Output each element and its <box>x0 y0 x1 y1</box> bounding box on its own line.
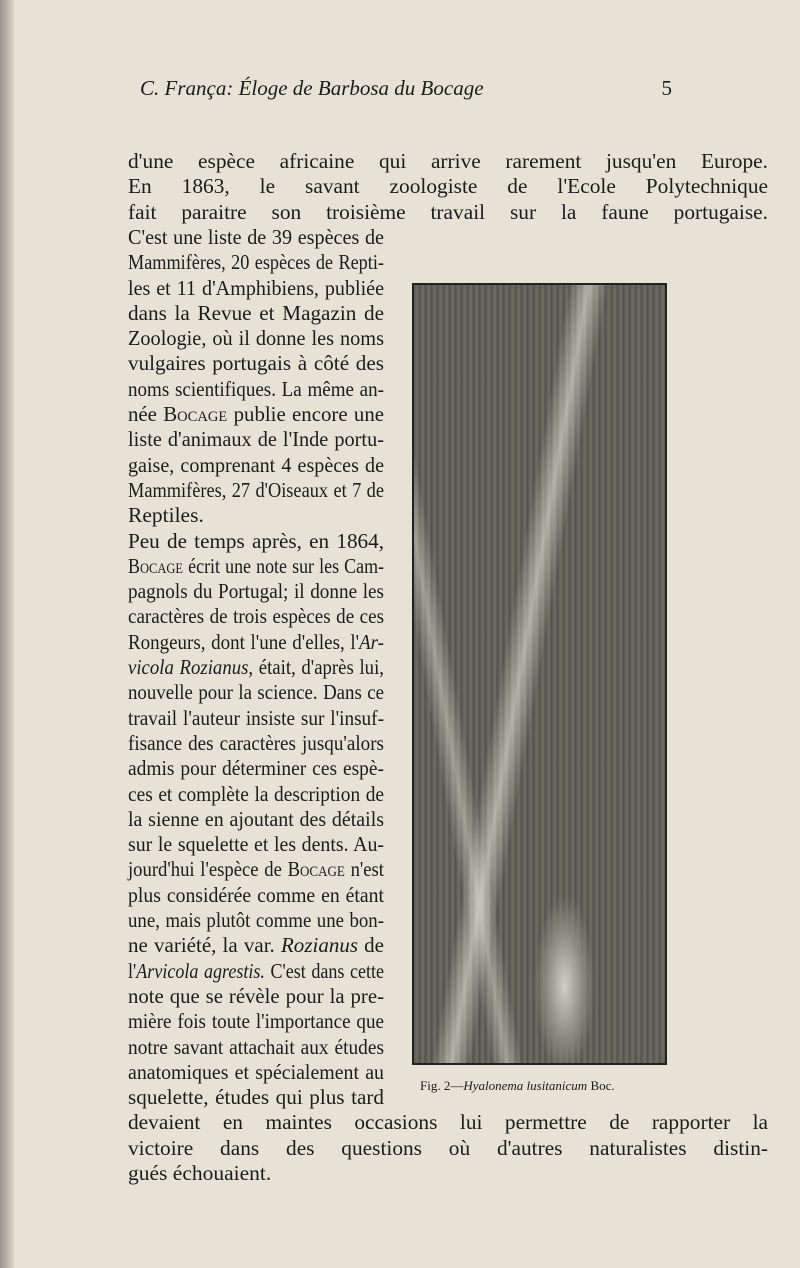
text-segment: n'est <box>344 857 384 882</box>
text-segment: anatomiques et spécialement au <box>128 1059 384 1084</box>
text-line <box>128 755 384 781</box>
text-segment: de <box>358 933 385 958</box>
text-line <box>128 983 384 1009</box>
text-line <box>128 1008 384 1034</box>
text-segment: d'une espèce africaine qui arrive rarement jusqu'en Europe. <box>128 149 768 173</box>
text-line <box>128 781 384 807</box>
text-segment: caractères de trois espèces de ces <box>128 604 384 629</box>
text-line <box>128 1160 768 1186</box>
caption-prefix: Fig. 2— <box>420 1078 464 1093</box>
text-segment: C'est dans cette <box>264 958 384 983</box>
figure-hyalonema-photo <box>412 283 667 1065</box>
text-line <box>128 1084 384 1110</box>
text-segment: devaient en maintes occasions lui permettre de rapporter la <box>128 1110 768 1135</box>
text-segment: Peu de temps après, en 1864, <box>128 528 384 553</box>
text-segment: note que se révèle pour la pre- <box>128 983 384 1008</box>
text-segment: Mammifères, 27 d'Oiseaux et 7 de <box>128 477 384 502</box>
running-title: C. França: Éloge de Barbosa du Bocage <box>140 76 484 100</box>
text-segment: sur le squelette et les dents. Au- <box>128 832 384 857</box>
text-segment: ne variété, la var. <box>128 933 281 958</box>
text-line <box>128 654 384 680</box>
caption-species: Hyalonema lusitanicum <box>463 1078 588 1093</box>
text-segment: fisance des caractères jusqu'alors <box>128 730 384 755</box>
text-segment: Bocage <box>128 553 184 578</box>
figure-caption <box>420 1078 615 1094</box>
text-segment: née <box>128 402 164 426</box>
text-segment: nouvelle pour la science. Dans ce <box>128 680 384 705</box>
text-line <box>128 224 384 250</box>
page-number: 5 <box>661 76 672 100</box>
text-line <box>128 275 384 301</box>
text-line <box>128 1109 768 1135</box>
running-header <box>140 76 672 101</box>
text-line <box>128 528 384 554</box>
caption-suffix: Boc. <box>587 1078 615 1093</box>
text-segment: notre savant attachait aux études <box>128 1034 384 1059</box>
text-line <box>128 958 384 984</box>
text-line <box>128 452 384 478</box>
text-line <box>128 300 384 326</box>
text-segment: Bocage <box>163 402 228 426</box>
text-segment: Mammifères, 20 espèces de Repti- <box>128 250 384 275</box>
text-segment: Bocage <box>287 857 345 882</box>
text-line <box>128 705 384 731</box>
text-line <box>128 553 384 579</box>
text-segment: vulgaires portugais à côté des <box>128 351 384 376</box>
text-segment: Arvicola agrestis. <box>136 958 265 983</box>
text-segment: une, mais plutôt comme une bon- <box>128 908 384 932</box>
text-line <box>128 502 384 528</box>
text-line <box>128 831 384 857</box>
text-segment: jourd'hui l'espèce de <box>128 857 288 882</box>
text-segment: la sienne en ajoutant des détails <box>128 806 384 831</box>
text-segment: ces et complète la description de <box>128 781 384 806</box>
text-segment: pagnols du Portugal; il donne les <box>128 579 384 604</box>
text-line <box>128 730 384 756</box>
text-segment: l' <box>128 958 137 983</box>
text-line <box>128 173 768 199</box>
text-segment: publie encore une <box>227 402 384 426</box>
text-line <box>128 148 768 174</box>
text-segment: C'est une liste de 39 espèces de <box>128 224 384 249</box>
text-line <box>128 679 384 705</box>
text-line <box>128 249 384 275</box>
text-line <box>128 629 384 655</box>
text-line <box>128 401 384 427</box>
page-binding-edge <box>0 0 14 1268</box>
text-line <box>128 477 384 503</box>
text-segment: plus considérée comme en étant <box>128 882 384 907</box>
text-segment: Ar- <box>359 629 384 654</box>
text-line <box>128 578 384 604</box>
text-segment: était, d'après lui, <box>253 655 384 679</box>
text-line <box>128 806 384 832</box>
text-segment: mière fois toute l'importance que <box>128 1009 384 1034</box>
text-segment: écrit une note sur les Cam- <box>183 553 384 578</box>
text-segment: liste d'animaux de l'Inde portu- <box>128 427 384 452</box>
text-segment: Zoologie, où il donne les noms <box>128 326 384 351</box>
text-segment: victoire dans des questions où d'autres naturalistes distin- <box>128 1135 768 1160</box>
text-segment: squelette, études qui plus tard <box>128 1085 384 1110</box>
text-segment: fait paraitre son troisième travail sur la faune portugaise. <box>128 199 768 224</box>
text-segment: Rongeurs, dont l'une d'elles, l' <box>128 629 360 654</box>
text-line <box>128 932 384 958</box>
text-line <box>128 882 384 908</box>
text-line <box>128 1034 384 1060</box>
text-line <box>128 376 384 402</box>
text-segment: gaise, comprenant 4 espèces de <box>128 452 384 477</box>
text-segment: les et 11 d'Amphibiens, publiée <box>128 275 384 300</box>
text-segment: vicola Rozianus, <box>128 655 254 679</box>
text-segment: noms scientifiques. La même an- <box>128 376 384 401</box>
text-segment: gués échouaient. <box>128 1161 272 1185</box>
text-line <box>128 325 384 351</box>
text-line <box>128 1135 768 1161</box>
text-line <box>128 856 384 882</box>
text-line <box>128 1059 384 1085</box>
text-segment: En 1863, le savant zoologiste de l'Ecole Polytechnique <box>128 174 768 199</box>
text-segment: dans la Revue et Magazin de <box>128 300 384 325</box>
text-line <box>128 199 768 225</box>
text-line <box>128 426 384 452</box>
text-line <box>128 350 384 376</box>
text-line <box>128 603 384 629</box>
text-segment: Reptiles. <box>128 503 204 528</box>
text-line <box>128 907 384 933</box>
text-segment: Rozianus <box>280 933 359 958</box>
text-segment: admis pour déterminer ces espè- <box>128 756 384 781</box>
text-segment: travail l'auteur insiste sur l'insuf- <box>128 705 384 730</box>
